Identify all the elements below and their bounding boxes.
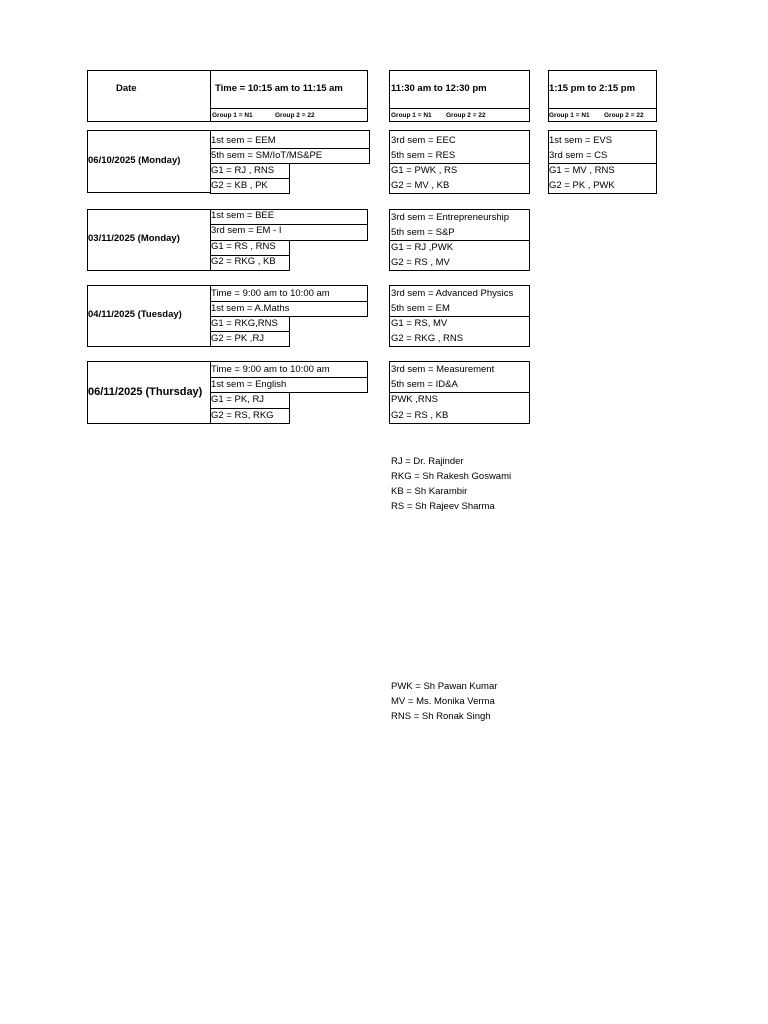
row1-slot3-line3: G1 = MV , RNS: [549, 165, 615, 176]
slot3-group2: Group 2 = 22: [604, 112, 644, 119]
row2-slot1-line4: G2 = RKG , KB: [211, 256, 276, 267]
row1-slot2-line3: G1 = PWK , RS: [391, 165, 458, 176]
header-date-cell: [87, 70, 211, 122]
row1-slot3-line4: G2 = PK , PWK: [549, 180, 615, 191]
row3-slot1-line1: Time = 9:00 am to 10:00 am: [211, 288, 330, 299]
slot2-group2: Group 2 = 22: [446, 112, 486, 119]
row2-slot2-line3: G1 = RJ ,PWK: [391, 242, 454, 253]
slot1-group2: Group 2 = 22: [275, 112, 315, 119]
legend-item: MV = Ms. Monika Verma: [391, 696, 495, 707]
date-column-header: Date: [116, 83, 137, 94]
slot1-header: Time = 10:15 am to 11:15 am: [215, 83, 343, 94]
row4-slot2-line3: PWK ,RNS: [391, 394, 438, 405]
row4-date: 06/11/2025 (Thursday): [88, 386, 203, 398]
legend-item: RNS = Sh Ronak Singh: [391, 711, 491, 722]
legend-item: RKG = Sh Rakesh Goswami: [391, 471, 512, 482]
row2-slot1-line2: 3rd sem = EM - I: [211, 225, 282, 236]
row2-slot2-line2: 5th sem = S&P: [391, 227, 455, 238]
row4-slot1-line4: G2 = RS, RKG: [211, 410, 274, 421]
row4-slot1-line1: Time = 9:00 am to 10:00 am: [211, 364, 330, 375]
row1-slot1-line4: G2 = KB , PK: [211, 180, 268, 191]
row3-date: 04/11/2025 (Tuesday): [88, 309, 182, 320]
row1-slot3-line2: 3rd sem = CS: [549, 150, 608, 161]
slot3-header: 1:15 pm to 2:15 pm: [549, 83, 636, 94]
row3-slot2-line4: G2 = RKG , RNS: [391, 333, 464, 344]
row1-slot2-line4: G2 = MV , KB: [391, 180, 450, 191]
row1-slot1-line2: 5th sem = SM/IoT/MS&PE: [211, 150, 323, 161]
row2-slot1-line1: 1st sem = BEE: [211, 210, 275, 221]
slot1-group1: Group 1 = N1: [212, 112, 253, 119]
row4-slot1-line3: G1 = PK, RJ: [211, 394, 265, 405]
row3-slot1-line2: 1st sem = A.Maths: [211, 303, 290, 314]
row2-slot2-line1: 3rd sem = Entrepreneurship: [391, 212, 510, 223]
row1-slot1-line1: 1st sem = EEM: [211, 135, 276, 146]
row4-slot2-line2: 5th sem = ID&A: [391, 379, 458, 390]
row2-slot2-line4: G2 = RS , MV: [391, 257, 450, 268]
legend-item: KB = Sh Karambir: [391, 486, 468, 497]
row3-slot2-line2: 5th sem = EM: [391, 303, 450, 314]
row1-slot3-line1: 1st sem = EVS: [549, 135, 613, 146]
row4-slot1-line2: 1st sem = English: [211, 379, 287, 390]
row4-slot2-line4: G2 = RS , KB: [391, 410, 449, 421]
row1-slot1-line3: G1 = RJ , RNS: [211, 165, 275, 176]
row1-slot2-line1: 3rd sem = EEC: [391, 135, 456, 146]
slot2-group1: Group 1 = N1: [391, 112, 432, 119]
row3-slot2-line3: G1 = RS, MV: [391, 318, 448, 329]
slot3-group1: Group 1 = N1: [549, 112, 590, 119]
row1-slot2-line2: 5th sem = RES: [391, 150, 456, 161]
legend-item: RS = Sh Rajeev Sharma: [391, 501, 495, 512]
row3-slot1-line3: G1 = RKG,RNS: [211, 318, 278, 329]
slot2-header: 11:30 am to 12:30 pm: [391, 83, 487, 94]
row2-date: 03/11/2025 (Monday): [88, 233, 180, 244]
row3-slot2-line1: 3rd sem = Advanced Physics: [391, 288, 514, 299]
legend-item: PWK = Sh Pawan Kumar: [391, 681, 498, 692]
legend-item: RJ = Dr. Rajinder: [391, 456, 464, 467]
row3-slot1-line4: G2 = PK ,RJ: [211, 333, 265, 344]
row1-date: 06/10/2025 (Monday): [88, 155, 181, 166]
row2-slot1-line3: G1 = RS , RNS: [211, 241, 276, 252]
row4-slot2-line1: 3rd sem = Measurement: [391, 364, 495, 375]
